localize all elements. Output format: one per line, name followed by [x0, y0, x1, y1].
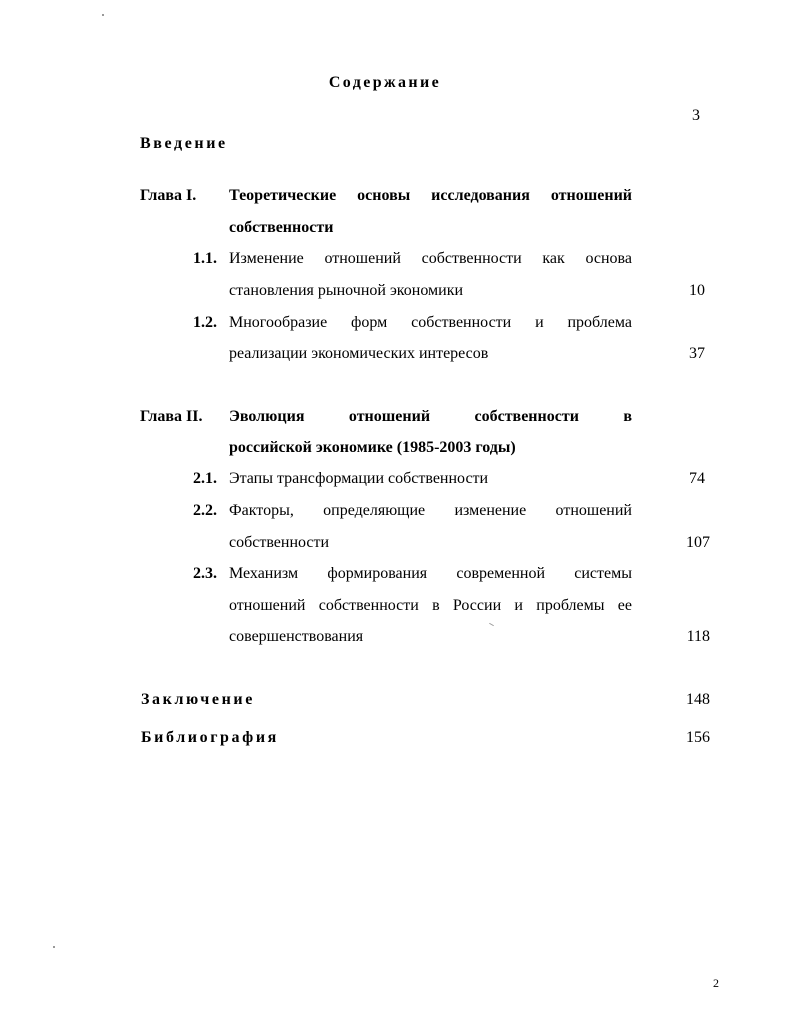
chapter-2-title-line-2: российской экономике (1985-2003 годы): [229, 439, 516, 456]
scan-speck: [53, 946, 55, 948]
section-2-3-line-3: совершенствования: [229, 628, 364, 645]
section-2-1-number: 2.1.: [193, 470, 217, 487]
section-2-3-number: 2.3.: [193, 565, 217, 582]
chapter-1-title-line-1: Теоретические основы исследования отношений: [229, 187, 632, 204]
bibliography-label: Библиография: [141, 729, 279, 746]
section-1-2-page: 37: [689, 345, 705, 362]
section-2-2-page: 107: [686, 534, 710, 551]
section-2-1-line-1: Этапы трансформации собственности: [229, 470, 489, 487]
section-1-2-line-1: Многообразие форм собственности и проблема: [229, 314, 632, 331]
section-1-1-line-2: становления рыночной экономики: [229, 282, 464, 299]
section-2-1-page: 74: [689, 470, 705, 487]
section-2-3-line-2: отношений собственности в России и проблемы ее: [229, 597, 632, 614]
section-2-3-page: 118: [686, 628, 710, 645]
section-2-2-line-2: собственности: [229, 534, 330, 551]
chapter-2-title-line-1: Эволюция отношений собственности в: [229, 408, 632, 425]
conclusion-label: Заключение: [141, 691, 255, 708]
section-1-1-line-1: Изменение отношений собственности как основа: [229, 250, 632, 267]
section-2-3-line-1: Механизм формирования современной системы: [229, 565, 632, 582]
introduction-label: Введение: [140, 135, 228, 152]
section-1-2-number: 1.2.: [193, 314, 217, 331]
conclusion-page: 148: [686, 691, 710, 708]
section-2-2-line-1: Факторы, определяющие изменение отношений: [229, 502, 632, 519]
chapter-1-label: Глава I.: [140, 187, 197, 204]
section-1-2-line-2: реализации экономических интересов: [229, 345, 489, 362]
section-1-1-number: 1.1.: [193, 250, 217, 267]
page-number: 2: [713, 976, 719, 990]
chapter-2-label: Глава II.: [140, 408, 203, 425]
scan-speck: [489, 623, 494, 626]
chapter-1-title-line-2: собственности: [229, 219, 334, 236]
section-1-1-page: 10: [689, 282, 705, 299]
bibliography-page: 156: [686, 729, 710, 746]
scan-speck: [102, 14, 104, 16]
page-title: Содержание: [328, 74, 442, 91]
introduction-page: 3: [692, 107, 700, 124]
section-2-2-number: 2.2.: [193, 502, 217, 519]
